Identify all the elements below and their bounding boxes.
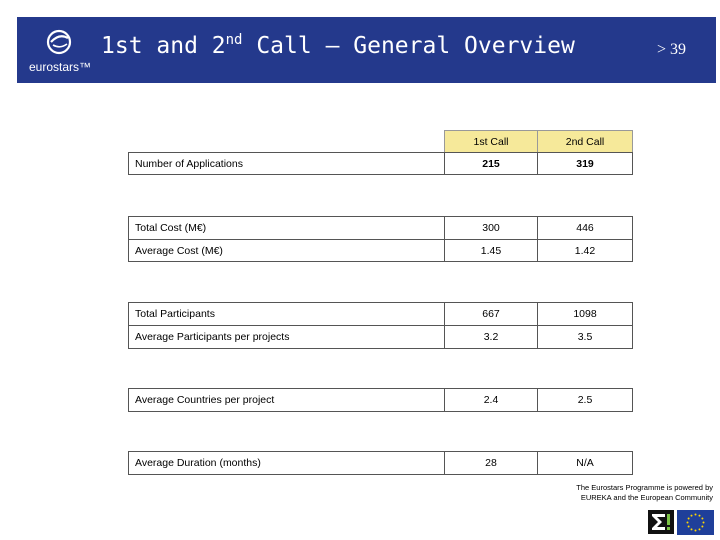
cell-total-participants-1st: 667: [444, 302, 538, 326]
cell-average-duration-1st: 28: [444, 451, 538, 475]
title-part-2: Call – General Overview: [242, 33, 575, 59]
row-label-average-duration: Average Duration (months): [128, 451, 445, 475]
cell-average-participants-2nd: 3.5: [537, 325, 633, 349]
cell-average-participants-1st: 3.2: [444, 325, 538, 349]
page-number: > 39: [656, 41, 686, 58]
cell-average-cost-2nd: 1.42: [537, 239, 633, 262]
row-label-average-cost: Average Cost (M€): [128, 239, 445, 262]
cell-total-cost-1st: 300: [444, 216, 538, 240]
footer-note: [576, 483, 713, 503]
footer-line-1: The Eurostars Programme is powered by: [576, 483, 713, 492]
cell-average-countries-1st: 2.4: [444, 388, 538, 412]
row-label-total-participants: Total Participants: [128, 302, 445, 326]
cell-applications-2nd: 319: [537, 152, 633, 175]
cell-average-duration-2nd: N/A: [537, 451, 633, 475]
cell-total-cost-2nd: 446: [537, 216, 633, 240]
row-label-total-cost: Total Cost (M€): [128, 216, 445, 240]
column-header-1st-call: 1st Call: [444, 130, 538, 153]
row-label-average-participants: Average Participants per projects: [128, 325, 445, 349]
footer-line-2: EUREKA and the European Community: [580, 493, 713, 502]
cell-average-countries-2nd: 2.5: [537, 388, 633, 412]
cell-applications-1st: 215: [444, 152, 538, 175]
eureka-sigma-icon: [648, 510, 674, 534]
cell-average-cost-1st: 1.45: [444, 239, 538, 262]
column-header-2nd-call: 2nd Call: [537, 130, 633, 153]
row-label-average-countries: Average Countries per project: [128, 388, 445, 412]
title-superscript: nd: [225, 32, 243, 48]
eu-flag-icon: [677, 510, 714, 535]
row-label-applications: Number of Applications: [128, 152, 445, 175]
logo-text: eurostars™: [29, 60, 92, 74]
title-part-1: 1st and 2: [101, 33, 226, 59]
cell-total-participants-2nd: 1098: [537, 302, 633, 326]
